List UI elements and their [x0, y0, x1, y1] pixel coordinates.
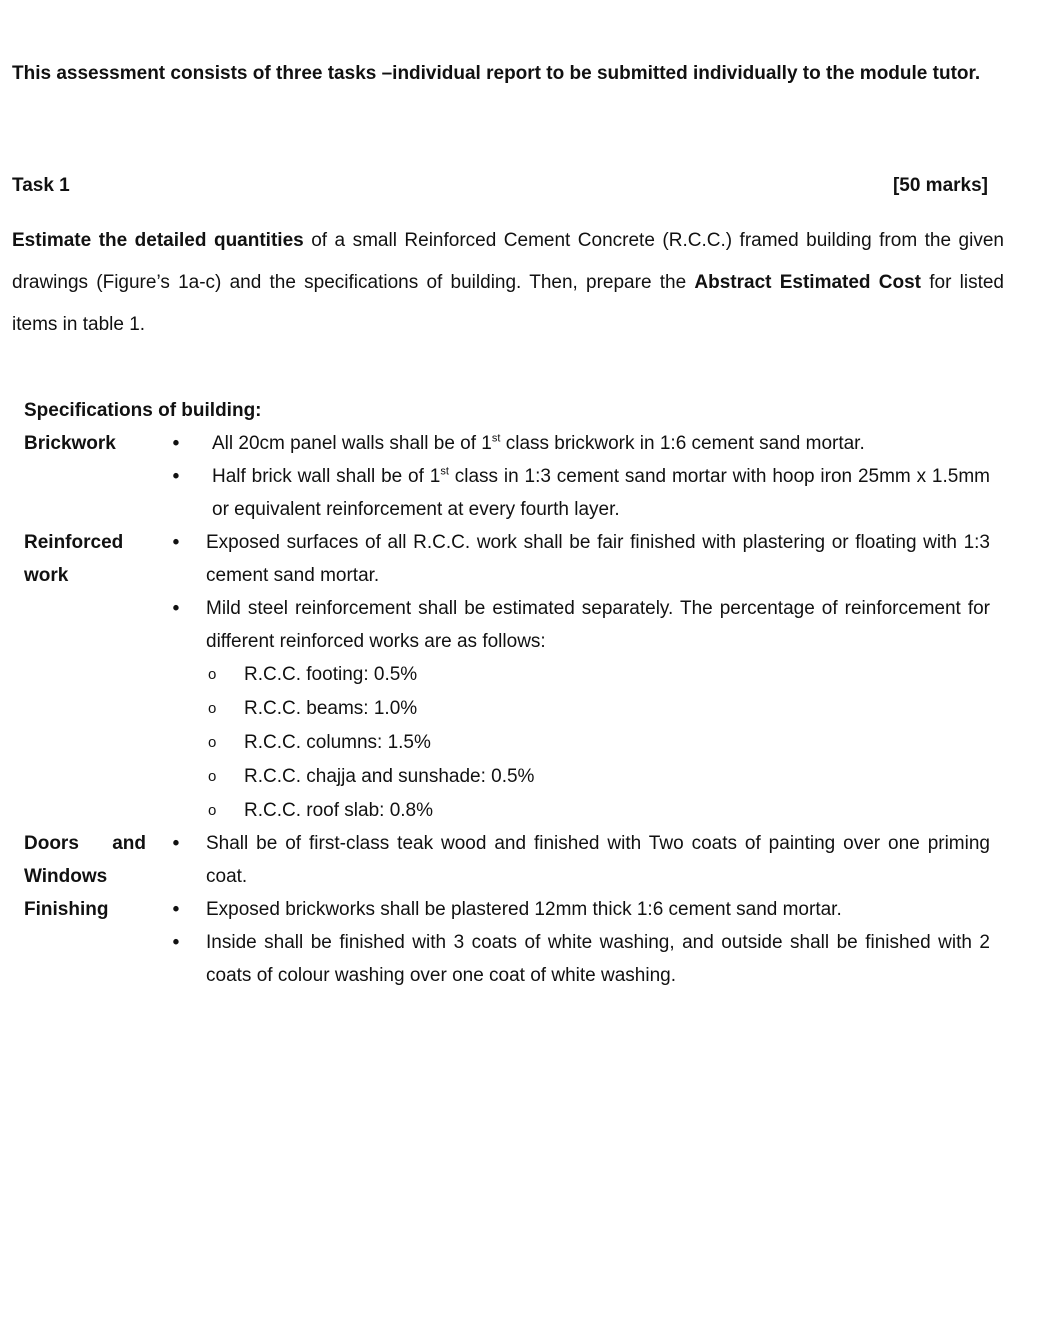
circle-bullet-icon: o	[208, 700, 217, 717]
brickwork-item-1-sup: st	[491, 432, 501, 445]
reinforced-item-1: Exposed surfaces of all R.C.C. work shall be fair finished with plastering or floating with 1:3 cement sand mortar.	[206, 532, 990, 586]
brickwork-item-1	[212, 427, 990, 460]
bullet-icon: •	[172, 833, 180, 854]
brickwork-item-2-pre: Half brick wall shall be of 1	[212, 466, 441, 487]
reinforced-label-line-2: work	[24, 565, 69, 586]
sub-item-columns: R.C.C. columns: 1.5%	[244, 732, 431, 753]
task-marks: [50 marks]	[892, 175, 988, 196]
reinforced-label-line-1: Reinforced	[24, 532, 124, 553]
bullet-icon: •	[172, 899, 180, 920]
task-bold-lead: Estimate the detailed quantities	[12, 230, 304, 251]
specifications-title: Specifications of building:	[24, 400, 262, 421]
task-title: Task 1	[12, 175, 70, 196]
finishing-item-2: Inside shall be finished with 3 coats of white washing, and outside shall be finished with 2 coats of colour washing over one coat of white washing.	[206, 932, 990, 986]
finishing-item-1: Exposed brickworks shall be plastered 12mm thick 1:6 cement sand mortar.	[206, 899, 842, 920]
bullet-icon: •	[172, 932, 180, 953]
circle-bullet-icon: o	[208, 734, 217, 751]
sub-item-roof-slab: R.C.C. roof slab: 0.8%	[244, 800, 434, 821]
sub-item-beams: R.C.C. beams: 1.0%	[244, 698, 418, 719]
task-description	[12, 220, 1004, 346]
bullet-icon: •	[172, 433, 180, 454]
brickwork-item-2-sup: st	[440, 465, 449, 478]
circle-bullet-icon: o	[208, 802, 217, 819]
spec-label-finishing: Finishing	[24, 899, 109, 920]
reinforced-item-2: Mild steel reinforcement shall be estimated separately. The percentage of reinforcement for different reinforced works are as follows:	[206, 598, 990, 652]
task-text-2: for listed items in table 1.	[12, 272, 1004, 335]
spec-label-reinforced	[24, 526, 146, 592]
brickwork-item-2	[212, 460, 990, 526]
bullet-icon: •	[172, 598, 180, 619]
bullet-icon: •	[172, 532, 180, 553]
sub-item-chajja: R.C.C. chajja and sunshade: 0.5%	[244, 766, 535, 787]
sub-item-footing: R.C.C. footing: 0.5%	[244, 664, 418, 685]
spec-label-doors	[24, 827, 146, 860]
brickwork-item-1-pre: All 20cm panel walls shall be of 1	[212, 433, 492, 454]
task-text-1: of a small Reinforced Cement Concrete (R.C.C.) framed building from the given drawings (Figure’s 1a-c) and the specifications of building. Then, prepare the	[12, 230, 1004, 293]
circle-bullet-icon: o	[208, 768, 217, 785]
bullet-icon: •	[172, 466, 180, 487]
task-bold-mid: Abstract Estimated Cost	[694, 272, 921, 293]
doors-label-line-2: Windows	[24, 866, 108, 887]
task-heading-row	[12, 165, 988, 207]
circle-bullet-icon: o	[208, 666, 217, 683]
brickwork-item-1-post: class brickwork in 1:6 cement sand mortar.	[500, 433, 865, 454]
spec-label-brickwork: Brickwork	[24, 433, 116, 454]
intro-paragraph: This assessment consists of three tasks –individual report to be submitted individually to the module tutor.	[12, 63, 981, 84]
brickwork-item-2-post: class in 1:3 cement sand mortar with hoop iron 25mm x 1.5mm or equivalent reinforcement at every fourth layer.	[212, 466, 990, 520]
doors-item-1: Shall be of first-class teak wood and finished with Two coats of painting over one priming coat.	[206, 833, 990, 887]
doors-label-line-1: Doors and	[24, 833, 146, 854]
